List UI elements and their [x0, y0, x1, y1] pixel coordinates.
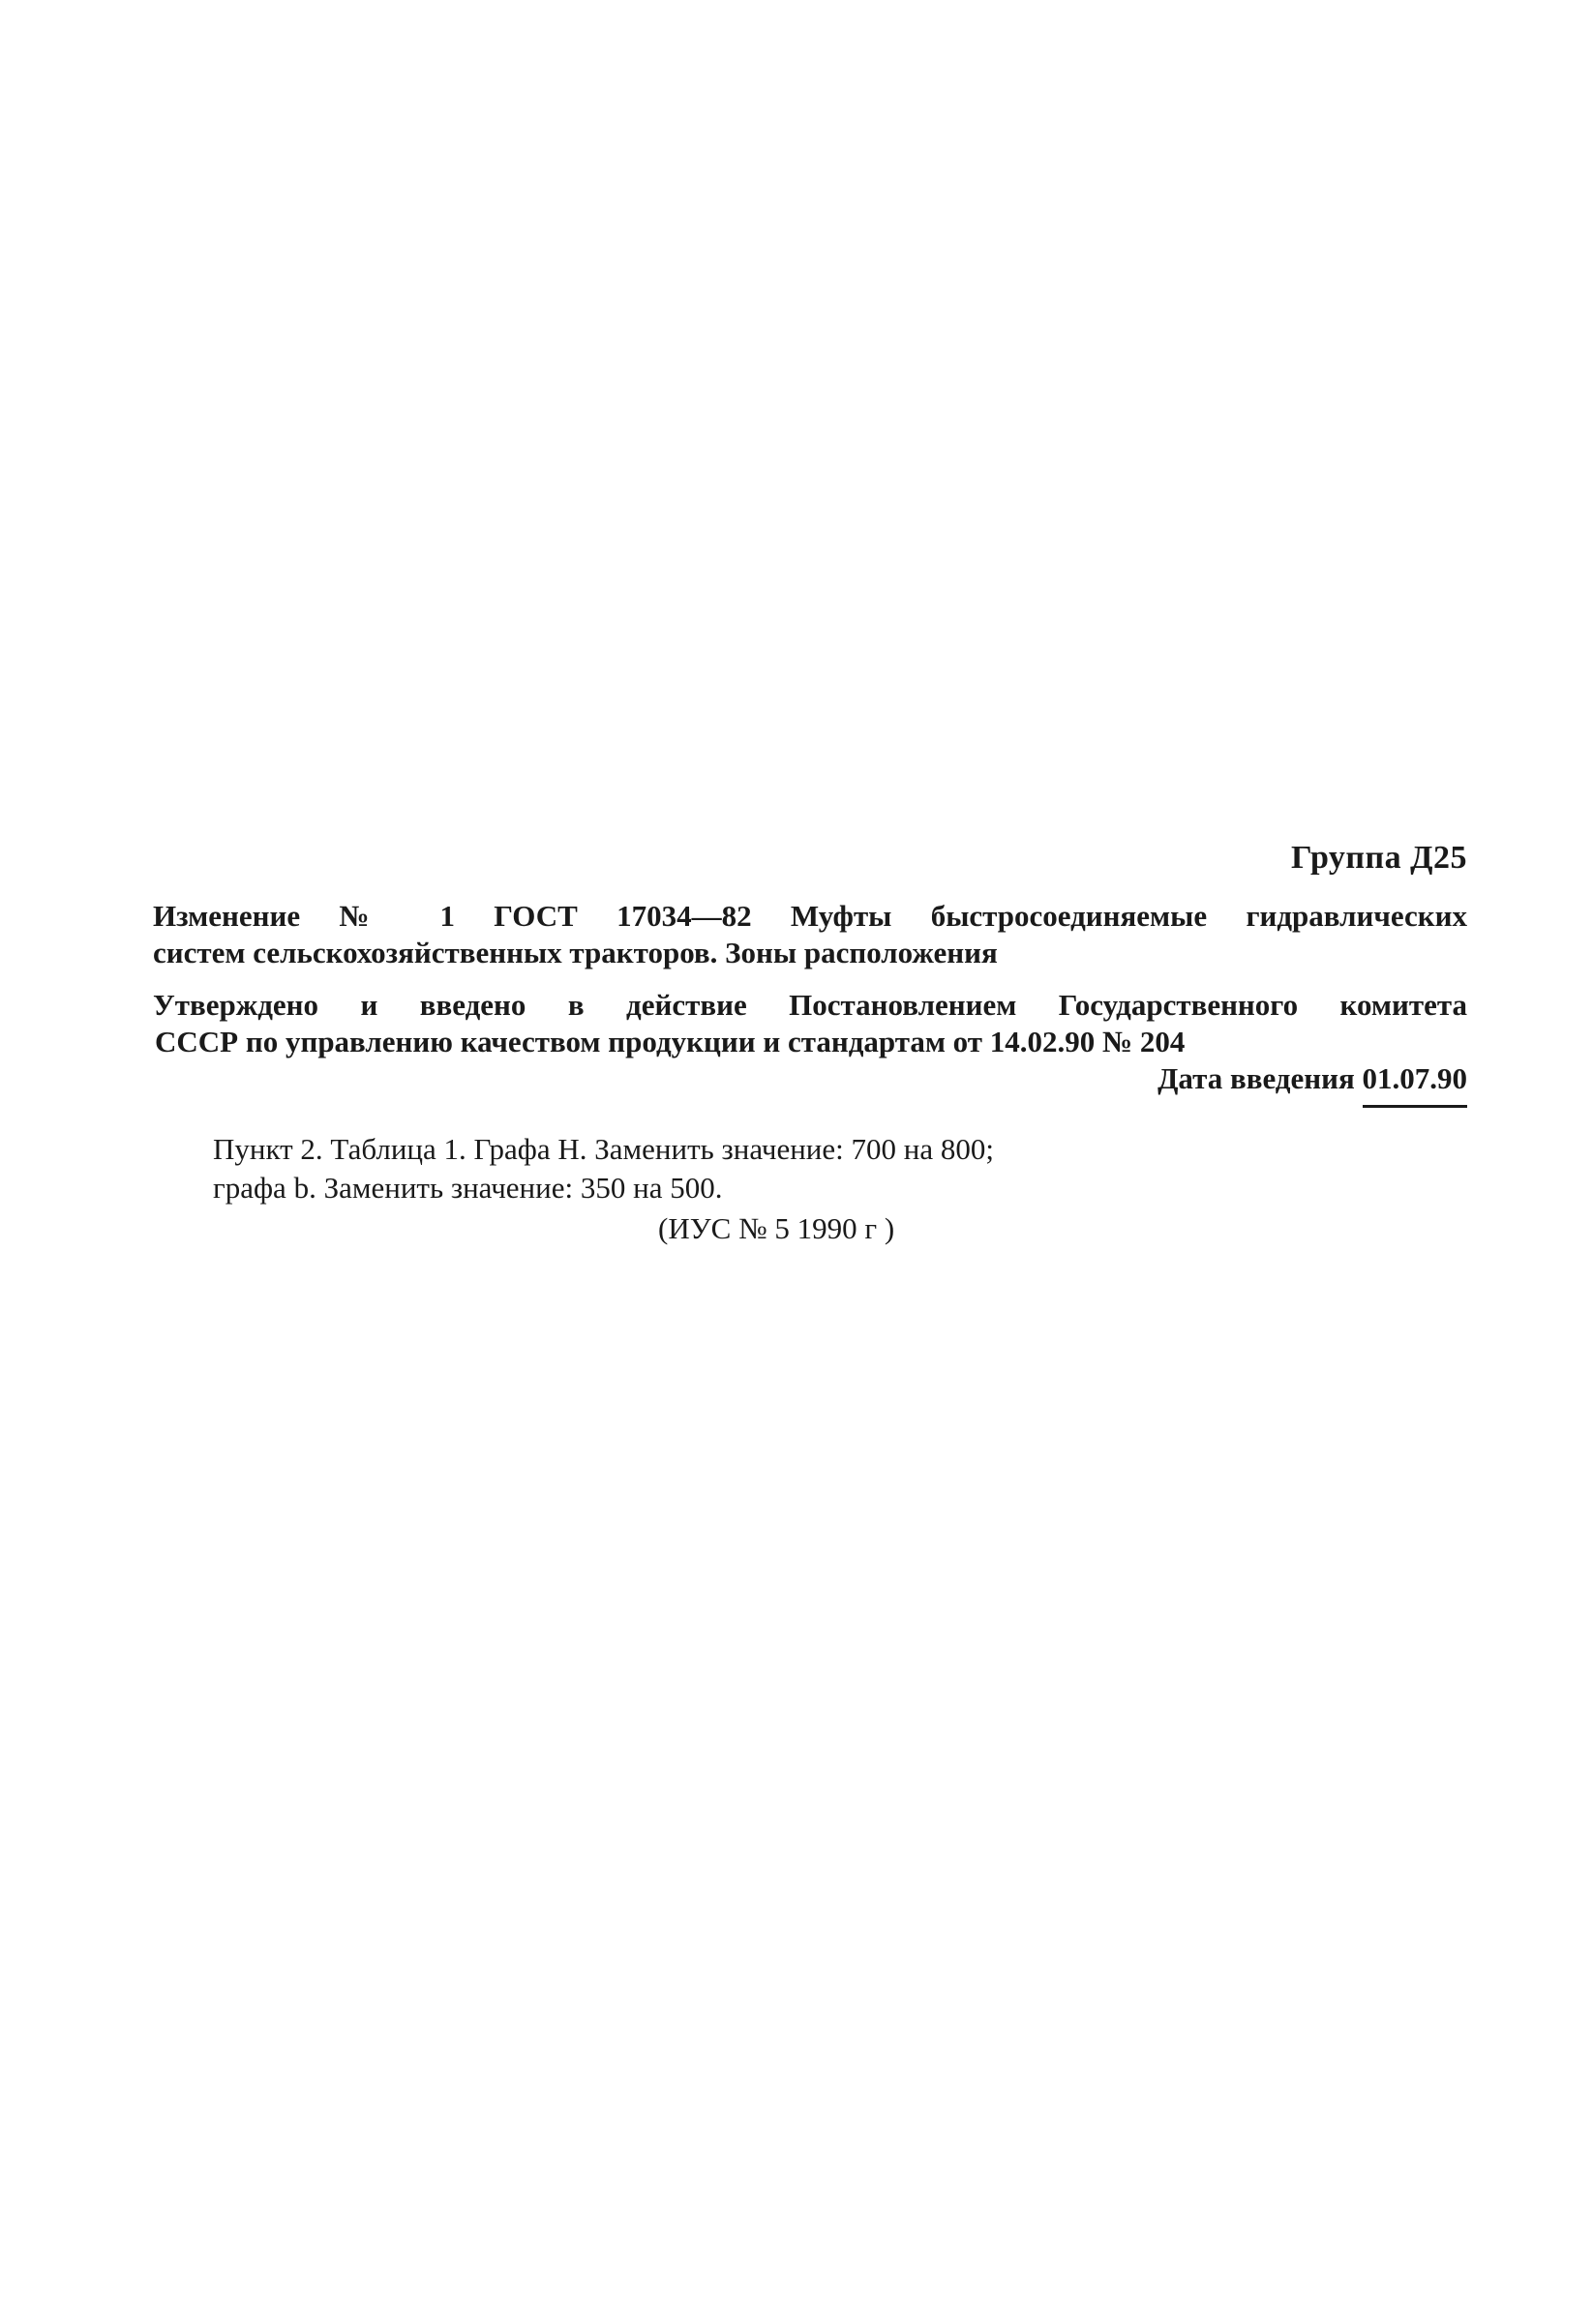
- amendment-line-1: Пункт 2. Таблица 1. Графа H. Заменить значение: 700 на 800;: [213, 1132, 994, 1166]
- change-title: [153, 898, 1467, 971]
- amendment-text: [213, 1130, 994, 1207]
- group-code: Группа Д25: [1290, 840, 1467, 876]
- approval-statement: [153, 987, 1467, 1108]
- effective-date: [153, 1060, 1467, 1108]
- approval-line-2: СССР по управлению качеством продукции и стандартам от 14.02.90 № 204: [155, 1025, 1186, 1058]
- effective-date-label: Дата введения: [1157, 1061, 1355, 1095]
- amendment-line-2: графа b. Заменить значение: 350 на 500.: [213, 1171, 723, 1205]
- change-title-line-1: Изменение № 1 ГОСТ 17034—82 Муфты быстросоединяемые гидравлических: [153, 899, 1467, 933]
- approval-line-1: Утверждено и введено в действие Постановлением Государственного комитета: [153, 988, 1467, 1022]
- effective-date-value: 01.07.90: [1363, 1060, 1468, 1108]
- change-title-line-2: систем сельскохозяйственных тракторов. Зоны расположения: [153, 936, 998, 969]
- publication-reference: (ИУС № 5 1990 г ): [658, 1211, 895, 1245]
